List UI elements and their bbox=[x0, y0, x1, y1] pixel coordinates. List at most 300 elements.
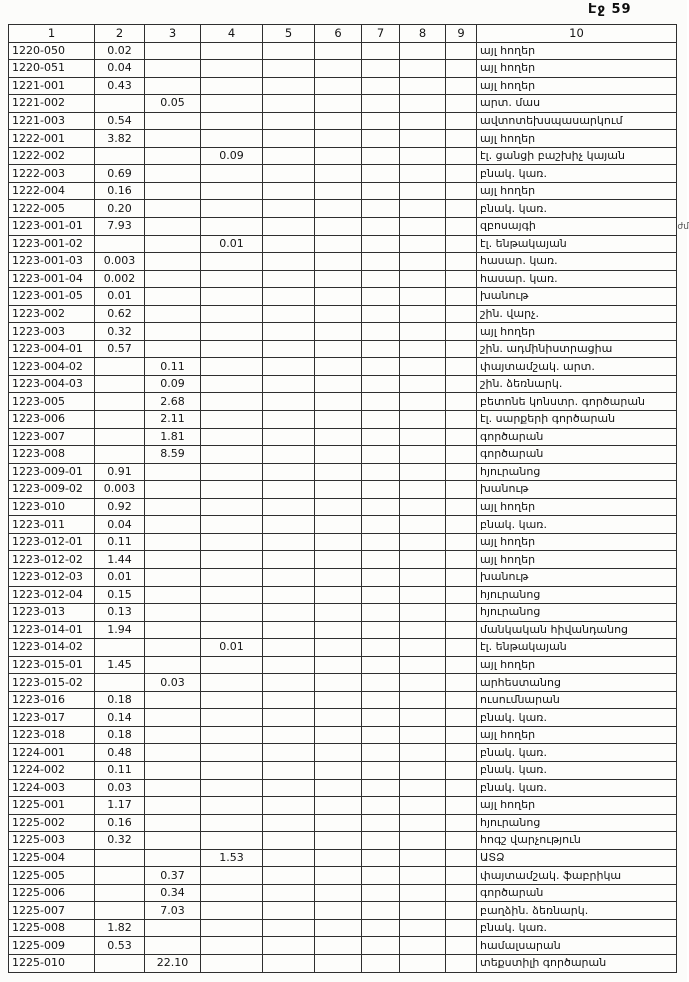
value-cell bbox=[263, 674, 315, 692]
value-cell bbox=[315, 744, 362, 762]
value-cell bbox=[446, 674, 477, 692]
value-cell bbox=[201, 779, 263, 797]
value-cell bbox=[201, 498, 263, 516]
value-cell bbox=[446, 902, 477, 920]
value-cell bbox=[400, 481, 446, 499]
value-cell bbox=[263, 270, 315, 288]
value-cell bbox=[400, 428, 446, 446]
value-cell bbox=[400, 533, 446, 551]
value-cell bbox=[95, 849, 145, 867]
value-cell bbox=[362, 130, 400, 148]
code-cell: 1225-010 bbox=[9, 954, 95, 972]
value-cell bbox=[362, 77, 400, 95]
value-cell bbox=[400, 691, 446, 709]
description-cell: արտ. մաս bbox=[477, 95, 677, 113]
value-cell bbox=[263, 340, 315, 358]
value-cell bbox=[145, 516, 201, 534]
value-cell bbox=[201, 393, 263, 411]
value-cell bbox=[400, 77, 446, 95]
value-cell bbox=[263, 586, 315, 604]
value-cell bbox=[145, 639, 201, 657]
value-cell bbox=[446, 779, 477, 797]
value-cell bbox=[263, 516, 315, 534]
description-cell: արհեստանոց bbox=[477, 674, 677, 692]
value-cell bbox=[315, 691, 362, 709]
code-cell: 1223-009-02 bbox=[9, 481, 95, 499]
value-cell bbox=[145, 761, 201, 779]
table-row bbox=[9, 463, 677, 481]
value-cell bbox=[400, 270, 446, 288]
code-cell: 1225-003 bbox=[9, 832, 95, 850]
code-cell: 1223-012-03 bbox=[9, 568, 95, 586]
value-cell bbox=[95, 375, 145, 393]
value-cell bbox=[263, 832, 315, 850]
value-cell bbox=[201, 323, 263, 341]
code-cell: 1223-009-01 bbox=[9, 463, 95, 481]
value-cell bbox=[201, 709, 263, 727]
description-cell: էլ. ցանցի բաշխիչ կայան bbox=[477, 147, 677, 165]
value-cell bbox=[362, 954, 400, 972]
description-cell: էլ. սարքերի գործարան bbox=[477, 411, 677, 429]
value-cell bbox=[315, 95, 362, 113]
value-cell bbox=[145, 604, 201, 622]
table-row bbox=[9, 621, 677, 639]
value-cell bbox=[263, 358, 315, 376]
code-cell: 1225-006 bbox=[9, 884, 95, 902]
value-cell: 0.01 bbox=[201, 639, 263, 657]
value-cell bbox=[362, 551, 400, 569]
value-cell bbox=[400, 674, 446, 692]
value-cell bbox=[201, 919, 263, 937]
value-cell bbox=[263, 639, 315, 657]
value-cell bbox=[362, 235, 400, 253]
code-cell: 1224-001 bbox=[9, 744, 95, 762]
value-cell bbox=[362, 428, 400, 446]
value-cell bbox=[362, 481, 400, 499]
table-row bbox=[9, 42, 677, 60]
description-cell: բաղձին. ձեռնարկ. bbox=[477, 902, 677, 920]
value-cell bbox=[446, 323, 477, 341]
value-cell bbox=[315, 165, 362, 183]
value-cell bbox=[263, 761, 315, 779]
code-cell: 1223-010 bbox=[9, 498, 95, 516]
value-cell bbox=[400, 235, 446, 253]
column-header: 7 bbox=[362, 25, 400, 43]
description-cell: շին. ձեռնարկ. bbox=[477, 375, 677, 393]
value-cell bbox=[362, 533, 400, 551]
value-cell bbox=[315, 463, 362, 481]
value-cell bbox=[315, 954, 362, 972]
description-cell: այլ հողեր bbox=[477, 551, 677, 569]
table-row bbox=[9, 954, 677, 972]
value-cell: 0.37 bbox=[145, 867, 201, 885]
value-cell bbox=[400, 621, 446, 639]
value-cell bbox=[315, 200, 362, 218]
value-cell bbox=[145, 498, 201, 516]
value-cell bbox=[263, 428, 315, 446]
value-cell bbox=[201, 954, 263, 972]
value-cell bbox=[145, 463, 201, 481]
value-cell bbox=[400, 358, 446, 376]
value-cell bbox=[400, 797, 446, 815]
value-cell bbox=[263, 709, 315, 727]
description-cell: բնակ. կառ. bbox=[477, 709, 677, 727]
value-cell bbox=[315, 814, 362, 832]
code-cell: 1224-003 bbox=[9, 779, 95, 797]
value-cell bbox=[362, 218, 400, 236]
value-cell bbox=[201, 200, 263, 218]
value-cell bbox=[446, 919, 477, 937]
value-cell bbox=[315, 884, 362, 902]
description-cell: հոգշ վարչություն bbox=[477, 832, 677, 850]
value-cell bbox=[446, 709, 477, 727]
value-cell bbox=[446, 639, 477, 657]
code-cell: 1223-012-04 bbox=[9, 586, 95, 604]
description-cell: զբոսայգի bbox=[477, 218, 677, 236]
value-cell: 0.14 bbox=[95, 709, 145, 727]
value-cell bbox=[145, 340, 201, 358]
table-header-row bbox=[9, 25, 677, 43]
value-cell bbox=[446, 95, 477, 113]
value-cell bbox=[201, 130, 263, 148]
description-cell: այլ հողեր bbox=[477, 60, 677, 78]
value-cell: 0.92 bbox=[95, 498, 145, 516]
column-header: 6 bbox=[315, 25, 362, 43]
table-body bbox=[9, 42, 677, 972]
value-cell bbox=[362, 42, 400, 60]
value-cell bbox=[400, 323, 446, 341]
code-cell: 1223-003 bbox=[9, 323, 95, 341]
value-cell bbox=[201, 884, 263, 902]
value-cell bbox=[145, 832, 201, 850]
value-cell bbox=[263, 95, 315, 113]
value-cell bbox=[315, 340, 362, 358]
value-cell bbox=[315, 42, 362, 60]
margin-note: ժմ bbox=[677, 222, 689, 232]
value-cell bbox=[201, 797, 263, 815]
value-cell bbox=[263, 814, 315, 832]
value-cell bbox=[201, 375, 263, 393]
table-row bbox=[9, 902, 677, 920]
table-row bbox=[9, 832, 677, 850]
value-cell bbox=[145, 77, 201, 95]
value-cell bbox=[145, 621, 201, 639]
value-cell bbox=[446, 604, 477, 622]
value-cell bbox=[400, 604, 446, 622]
value-cell bbox=[145, 112, 201, 130]
value-cell bbox=[362, 498, 400, 516]
value-cell bbox=[263, 498, 315, 516]
value-cell: 2.68 bbox=[145, 393, 201, 411]
description-cell: այլ հողեր bbox=[477, 323, 677, 341]
value-cell bbox=[400, 902, 446, 920]
value-cell bbox=[446, 481, 477, 499]
table-row bbox=[9, 340, 677, 358]
value-cell: 0.43 bbox=[95, 77, 145, 95]
value-cell bbox=[315, 375, 362, 393]
value-cell bbox=[362, 393, 400, 411]
description-cell: տեքստիլի գործարան bbox=[477, 954, 677, 972]
column-header: 2 bbox=[95, 25, 145, 43]
value-cell bbox=[201, 411, 263, 429]
value-cell bbox=[362, 639, 400, 657]
value-cell bbox=[263, 937, 315, 955]
value-cell bbox=[400, 218, 446, 236]
value-cell: 0.54 bbox=[95, 112, 145, 130]
value-cell: 0.02 bbox=[95, 42, 145, 60]
code-cell: 1220-050 bbox=[9, 42, 95, 60]
value-cell bbox=[446, 814, 477, 832]
table-row bbox=[9, 375, 677, 393]
value-cell bbox=[446, 867, 477, 885]
value-cell bbox=[400, 919, 446, 937]
value-cell bbox=[362, 288, 400, 306]
value-cell bbox=[145, 270, 201, 288]
code-cell: 1223-001-03 bbox=[9, 253, 95, 271]
code-cell: 1225-009 bbox=[9, 937, 95, 955]
value-cell bbox=[400, 305, 446, 323]
value-cell bbox=[95, 884, 145, 902]
table-row bbox=[9, 867, 677, 885]
value-cell bbox=[263, 253, 315, 271]
description-cell: այլ հողեր bbox=[477, 656, 677, 674]
column-header: 8 bbox=[400, 25, 446, 43]
value-cell bbox=[95, 639, 145, 657]
value-cell bbox=[446, 42, 477, 60]
value-cell bbox=[145, 849, 201, 867]
value-cell bbox=[145, 147, 201, 165]
value-cell: 1.82 bbox=[95, 919, 145, 937]
value-cell bbox=[315, 147, 362, 165]
value-cell: 0.05 bbox=[145, 95, 201, 113]
table-row bbox=[9, 849, 677, 867]
value-cell bbox=[446, 954, 477, 972]
value-cell bbox=[145, 744, 201, 762]
value-cell bbox=[446, 516, 477, 534]
value-cell bbox=[145, 814, 201, 832]
value-cell: 0.03 bbox=[95, 779, 145, 797]
table-row bbox=[9, 288, 677, 306]
description-cell: փայտամշակ. արտ. bbox=[477, 358, 677, 376]
value-cell: 0.18 bbox=[95, 726, 145, 744]
code-cell: 1223-015-01 bbox=[9, 656, 95, 674]
code-cell: 1221-002 bbox=[9, 95, 95, 113]
description-cell: այլ հողեր bbox=[477, 42, 677, 60]
value-cell bbox=[362, 604, 400, 622]
value-cell bbox=[145, 253, 201, 271]
column-header: 1 bbox=[9, 25, 95, 43]
value-cell bbox=[201, 77, 263, 95]
value-cell bbox=[446, 340, 477, 358]
value-cell bbox=[362, 95, 400, 113]
value-cell bbox=[201, 533, 263, 551]
value-cell bbox=[400, 130, 446, 148]
value-cell bbox=[446, 270, 477, 288]
value-cell: 1.45 bbox=[95, 656, 145, 674]
value-cell bbox=[446, 884, 477, 902]
value-cell bbox=[201, 674, 263, 692]
code-cell: 1222-001 bbox=[9, 130, 95, 148]
value-cell: 0.003 bbox=[95, 253, 145, 271]
table-row bbox=[9, 95, 677, 113]
value-cell bbox=[145, 323, 201, 341]
value-cell: 0.62 bbox=[95, 305, 145, 323]
value-cell bbox=[201, 60, 263, 78]
description-cell: բնակ. կառ. bbox=[477, 779, 677, 797]
value-cell bbox=[315, 604, 362, 622]
value-cell bbox=[145, 218, 201, 236]
description-cell: հյուրանոց bbox=[477, 604, 677, 622]
value-cell bbox=[145, 937, 201, 955]
table-row bbox=[9, 568, 677, 586]
value-cell bbox=[315, 586, 362, 604]
value-cell bbox=[263, 446, 315, 464]
value-cell bbox=[201, 867, 263, 885]
value-cell bbox=[315, 621, 362, 639]
value-cell bbox=[400, 744, 446, 762]
code-cell: 1223-004-03 bbox=[9, 375, 95, 393]
value-cell bbox=[400, 937, 446, 955]
description-cell: ԱՏՁ bbox=[477, 849, 677, 867]
code-cell: 1225-008 bbox=[9, 919, 95, 937]
description-cell: խանութ bbox=[477, 568, 677, 586]
table-row bbox=[9, 674, 677, 692]
code-cell: 1223-014-01 bbox=[9, 621, 95, 639]
value-cell bbox=[315, 60, 362, 78]
value-cell bbox=[201, 551, 263, 569]
code-cell: 1222-003 bbox=[9, 165, 95, 183]
value-cell bbox=[362, 200, 400, 218]
code-cell: 1223-013 bbox=[9, 604, 95, 622]
value-cell bbox=[446, 726, 477, 744]
table-row bbox=[9, 814, 677, 832]
value-cell bbox=[263, 656, 315, 674]
value-cell bbox=[201, 691, 263, 709]
code-cell: 1225-002 bbox=[9, 814, 95, 832]
value-cell bbox=[400, 95, 446, 113]
value-cell bbox=[400, 253, 446, 271]
value-cell bbox=[201, 95, 263, 113]
value-cell bbox=[315, 761, 362, 779]
value-cell bbox=[263, 77, 315, 95]
description-cell: գործարան bbox=[477, 446, 677, 464]
value-cell: 0.20 bbox=[95, 200, 145, 218]
value-cell bbox=[201, 902, 263, 920]
table-row bbox=[9, 884, 677, 902]
value-cell bbox=[362, 253, 400, 271]
value-cell bbox=[446, 761, 477, 779]
value-cell bbox=[446, 498, 477, 516]
value-cell bbox=[145, 709, 201, 727]
value-cell bbox=[263, 393, 315, 411]
value-cell bbox=[315, 533, 362, 551]
value-cell bbox=[446, 463, 477, 481]
code-cell: 1225-004 bbox=[9, 849, 95, 867]
value-cell bbox=[263, 182, 315, 200]
value-cell bbox=[446, 568, 477, 586]
value-cell: 0.34 bbox=[145, 884, 201, 902]
value-cell: 1.44 bbox=[95, 551, 145, 569]
value-cell bbox=[145, 305, 201, 323]
code-cell: 1225-005 bbox=[9, 867, 95, 885]
value-cell bbox=[145, 533, 201, 551]
value-cell bbox=[263, 902, 315, 920]
value-cell bbox=[201, 744, 263, 762]
value-cell bbox=[362, 744, 400, 762]
value-cell: 1.17 bbox=[95, 797, 145, 815]
value-cell bbox=[400, 340, 446, 358]
value-cell bbox=[400, 393, 446, 411]
value-cell: 0.03 bbox=[145, 674, 201, 692]
code-cell: 1222-005 bbox=[9, 200, 95, 218]
description-cell: էլ. ենթակայան bbox=[477, 639, 677, 657]
value-cell: 0.002 bbox=[95, 270, 145, 288]
table-row bbox=[9, 498, 677, 516]
value-cell bbox=[201, 516, 263, 534]
value-cell bbox=[446, 218, 477, 236]
value-cell bbox=[145, 165, 201, 183]
description-cell: այլ հողեր bbox=[477, 726, 677, 744]
value-cell bbox=[400, 165, 446, 183]
table-row bbox=[9, 358, 677, 376]
description-cell: բնակ. կառ. bbox=[477, 761, 677, 779]
column-header: 4 bbox=[201, 25, 263, 43]
value-cell bbox=[400, 463, 446, 481]
value-cell bbox=[145, 42, 201, 60]
table-row bbox=[9, 270, 677, 288]
value-cell: 7.03 bbox=[145, 902, 201, 920]
value-cell bbox=[446, 849, 477, 867]
value-cell bbox=[263, 779, 315, 797]
value-cell bbox=[362, 305, 400, 323]
value-cell bbox=[263, 147, 315, 165]
value-cell: 0.32 bbox=[95, 832, 145, 850]
code-cell: 1223-001-01 bbox=[9, 218, 95, 236]
value-cell bbox=[446, 411, 477, 429]
value-cell bbox=[446, 691, 477, 709]
value-cell bbox=[201, 568, 263, 586]
value-cell bbox=[95, 147, 145, 165]
value-cell bbox=[446, 112, 477, 130]
value-cell bbox=[362, 60, 400, 78]
code-cell: 1225-001 bbox=[9, 797, 95, 815]
value-cell bbox=[446, 305, 477, 323]
value-cell bbox=[446, 253, 477, 271]
value-cell bbox=[400, 726, 446, 744]
value-cell bbox=[446, 393, 477, 411]
code-cell: 1224-002 bbox=[9, 761, 95, 779]
value-cell bbox=[95, 358, 145, 376]
table-row bbox=[9, 726, 677, 744]
value-cell: 0.32 bbox=[95, 323, 145, 341]
value-cell: 0.53 bbox=[95, 937, 145, 955]
value-cell: 7.93 bbox=[95, 218, 145, 236]
value-cell bbox=[315, 112, 362, 130]
value-cell bbox=[446, 288, 477, 306]
value-cell bbox=[201, 481, 263, 499]
description-cell: բնակ. կառ. bbox=[477, 165, 677, 183]
table-row bbox=[9, 446, 677, 464]
value-cell bbox=[263, 867, 315, 885]
value-cell bbox=[145, 726, 201, 744]
value-cell bbox=[362, 463, 400, 481]
table-row bbox=[9, 779, 677, 797]
value-cell bbox=[400, 586, 446, 604]
value-cell: 0.01 bbox=[201, 235, 263, 253]
value-cell bbox=[362, 814, 400, 832]
value-cell bbox=[95, 902, 145, 920]
code-cell: 1223-012-01 bbox=[9, 533, 95, 551]
